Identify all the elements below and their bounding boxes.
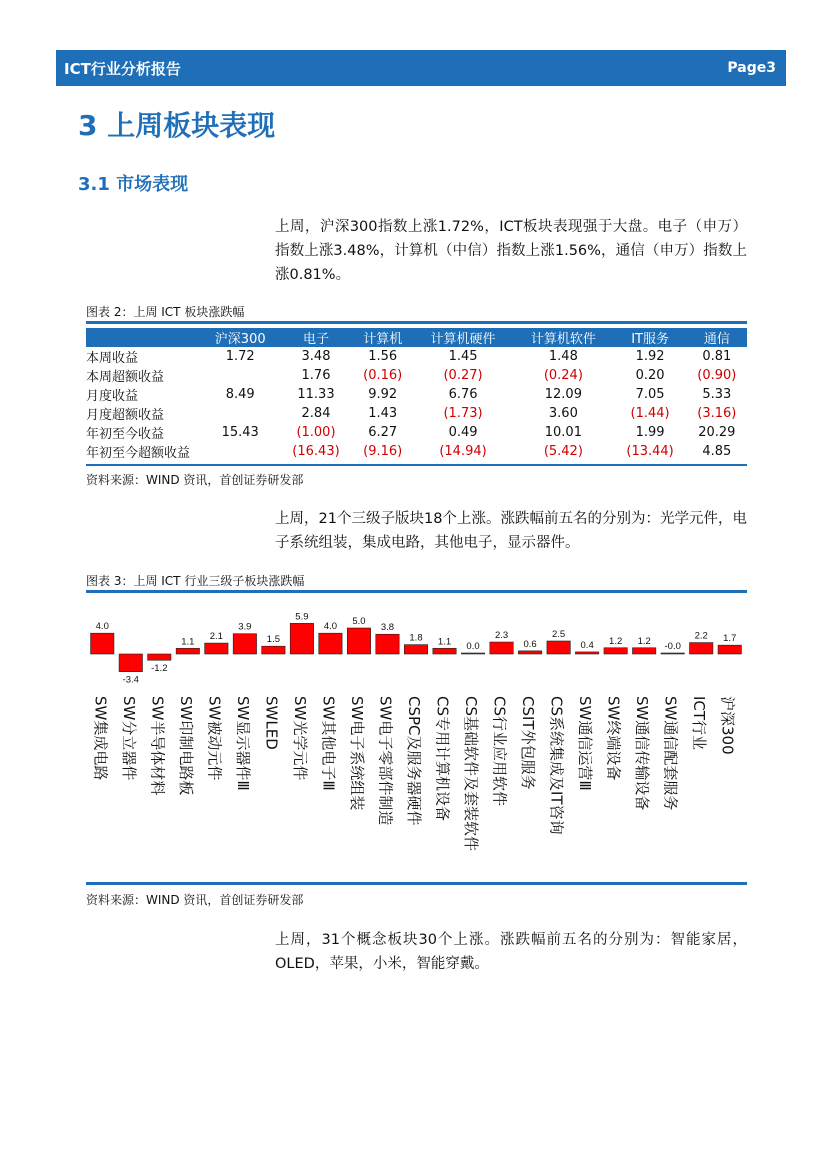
table2-top-rule <box>86 321 747 324</box>
table-header-row <box>86 328 747 347</box>
column-header: 沪深300 <box>201 328 279 347</box>
chart-bar <box>718 645 741 654</box>
chart3-source: 资料来源：WIND 资讯，首创证券研发部 <box>86 893 304 907</box>
table-cell: (1.44) <box>630 406 670 421</box>
table-cell: 1.43 <box>368 406 398 421</box>
chart-value-label: 1.1 <box>437 636 452 648</box>
table-cell: (0.27) <box>443 368 483 383</box>
chart-value-label: 0.6 <box>523 638 537 650</box>
table-cell: (16.43) <box>292 444 340 459</box>
chart-category-label: SW电子系统组装 <box>347 696 366 811</box>
chart-category-label: SW光学元件 <box>290 696 309 781</box>
table2-source: 资料来源：WIND 资讯，首创证券研发部 <box>86 473 304 487</box>
table-cell: 3.48 <box>301 349 331 364</box>
row-label: 年初至今超额收益 <box>86 446 191 461</box>
chart-category-label: SW终端设备 <box>604 696 623 781</box>
chart-bar <box>604 648 627 654</box>
table-cell: (14.94) <box>439 444 487 459</box>
chart-category-label: SW显示器件Ⅲ <box>233 696 252 791</box>
chart-bar <box>575 652 598 654</box>
page-header <box>56 50 786 86</box>
column-header: 电子 <box>279 328 352 347</box>
chart-category-label: SW分立器件 <box>119 696 138 781</box>
table-cell: 5.33 <box>702 387 732 402</box>
chart-bar <box>433 648 456 654</box>
table-cell <box>201 366 279 385</box>
chart-bar <box>518 651 541 654</box>
chart-bar <box>319 633 342 654</box>
chart-category-label: SW电子零部件制造 <box>376 696 395 826</box>
table-cell: 3.60 <box>548 406 578 421</box>
chart-category-label: 沪深300 <box>718 696 737 755</box>
table-cell: 6.76 <box>448 387 478 402</box>
column-header: 计算机 <box>353 328 413 347</box>
table-cell: 6.27 <box>368 425 398 440</box>
chart-value-label: 0.0 <box>466 641 480 652</box>
chart-value-label: 2.5 <box>551 629 566 640</box>
chart-bar <box>290 623 313 654</box>
table-cell: 12.09 <box>544 387 582 402</box>
chart-category-label: ICT行业 <box>690 696 709 751</box>
chart3-bottom-rule <box>86 882 747 885</box>
chart-value-label: 1.5 <box>266 634 281 646</box>
chart-bar <box>661 653 684 654</box>
table-row <box>86 442 747 461</box>
table-cell: (1.73) <box>443 406 483 421</box>
chart-category-label: SW半导体材料 <box>148 696 167 796</box>
row-label: 本周收益 <box>86 351 139 366</box>
row-label: 月度超额收益 <box>86 408 165 423</box>
chart-value-label: 4.0 <box>95 621 109 633</box>
ict-sector-performance-table <box>86 328 747 461</box>
chart-value-label: 1.7 <box>723 633 737 645</box>
table-cell <box>201 442 279 461</box>
chart-category-label: CS基础软件及套装软件 <box>462 696 481 851</box>
row-label: 本周超额收益 <box>86 370 165 385</box>
chart-category-label: SW其他电子Ⅲ <box>319 696 338 791</box>
chart-value-label: -3.4 <box>122 674 139 686</box>
chart-value-label: 5.9 <box>295 611 309 623</box>
chart-category-label: CSIT外包服务 <box>519 696 538 790</box>
chart-category-label: SW印制电路板 <box>176 696 195 796</box>
table-cell: 1.45 <box>448 349 478 364</box>
chart-category-label: SW通信配套服务 <box>661 696 680 811</box>
chart-category-label: SW通信传输设备 <box>633 696 652 811</box>
chart-category-label: SW被动元件 <box>205 696 224 781</box>
chart-bar <box>347 628 370 654</box>
row-label: 月度收益 <box>86 389 139 404</box>
table-cell: (13.44) <box>626 444 674 459</box>
table-cell: (3.16) <box>697 406 737 421</box>
chart3-top-rule <box>86 590 747 593</box>
table-cell: 1.76 <box>301 368 331 383</box>
column-header: IT服务 <box>614 328 687 347</box>
table-cell: 1.56 <box>368 349 398 364</box>
column-header: 计算机软件 <box>513 328 613 347</box>
chart-bar <box>632 648 655 654</box>
table-row <box>86 385 747 404</box>
chart-value-label: 3.8 <box>380 622 395 634</box>
chart-value-label: 0.4 <box>580 639 594 651</box>
subsection-title: 3.1 市场表现 <box>78 174 189 195</box>
chart-category-label: SW集成电路 <box>91 696 110 781</box>
paragraph-concept-summary: 上周，31个概念板块30个上涨。涨跌幅前五名的分别为：智能家居，OLED，苹果，小米，智能穿戴。 <box>275 932 747 972</box>
chart-value-label: 3.9 <box>238 621 252 633</box>
table2-caption: 图表 2：上周 ICT 板块涨跌幅 <box>86 305 245 319</box>
chart-value-label: -1.2 <box>151 663 168 675</box>
table-cell: 20.29 <box>698 425 736 440</box>
chart-value-label: 1.1 <box>181 636 195 648</box>
table-row <box>86 404 747 423</box>
table-row <box>86 347 747 366</box>
chart-bar <box>547 641 570 654</box>
report-title: ICT行业分析报告 <box>64 60 181 78</box>
table-cell <box>201 404 279 423</box>
chart-value-label: -0.0 <box>664 641 681 652</box>
chart-value-label: 2.1 <box>209 631 223 643</box>
table-cell: 9.92 <box>368 387 398 402</box>
chart-category-label: CS专用计算机设备 <box>433 696 452 821</box>
section-title: 3 上周板块表现 <box>78 109 276 142</box>
table-cell: 0.49 <box>448 425 478 440</box>
table-cell: 1.72 <box>225 349 255 364</box>
table-cell: 0.81 <box>702 349 732 364</box>
row-label: 年初至今收益 <box>86 427 165 442</box>
table-cell: (5.42) <box>543 444 583 459</box>
chart-bar <box>376 634 399 654</box>
column-header <box>86 328 201 347</box>
chart-bar <box>119 654 142 672</box>
table-cell: 7.05 <box>635 387 665 402</box>
table-cell: 0.20 <box>635 368 665 383</box>
page-number: Page3 <box>727 60 776 76</box>
table-cell: (9.16) <box>363 444 403 459</box>
chart-category-label: CS行业应用软件 <box>490 696 509 806</box>
chart-value-label: 2.3 <box>494 630 509 642</box>
chart-value-label: 1.8 <box>409 632 423 644</box>
table-cell: (0.16) <box>363 368 403 383</box>
table2-bottom-rule <box>86 464 747 466</box>
chart-value-label: 5.0 <box>352 616 366 627</box>
column-header: 计算机硬件 <box>413 328 513 347</box>
chart-bar <box>690 643 713 654</box>
table-cell: (0.24) <box>543 368 583 383</box>
chart-bar <box>404 645 427 654</box>
chart-category-label: CSPC及服务器硬件 <box>405 696 423 826</box>
chart-value-label: 1.2 <box>609 635 623 647</box>
table-cell: 1.99 <box>635 425 665 440</box>
table-row <box>86 366 747 385</box>
table-cell: 10.01 <box>544 425 582 440</box>
chart-category-label: SWLED <box>262 696 281 750</box>
chart-bar <box>490 642 513 654</box>
table-cell: (0.90) <box>697 368 737 383</box>
column-header: 通信 <box>687 328 747 347</box>
chart-value-label: 4.0 <box>323 621 338 633</box>
paragraph-subsector-summary: 上周，21个三级子版块18个上涨。涨跌幅前五名的分别为：光学元件，电子系统组装，集成电路，其他电子，显示器件。 <box>275 511 747 551</box>
chart-category-label: SW通信运营Ⅲ <box>576 696 595 791</box>
table-cell: (1.00) <box>296 425 336 440</box>
chart-bar <box>461 653 484 654</box>
chart-category-label: CS系统集成及IT咨询 <box>547 696 566 835</box>
paragraph-market-summary: 上周，沪深300指数上涨1.72%，ICT板块表现强于大盘。电子（申万）指数上涨3.48%，计算机（中信）指数上涨1.56%，通信（申万）指数上涨0.81%。 <box>275 219 747 283</box>
chart-bar <box>176 648 199 654</box>
table-cell: 1.92 <box>635 349 665 364</box>
chart-value-label: 2.2 <box>694 630 708 642</box>
subsector-bar-chart <box>86 596 747 880</box>
chart3-caption: 图表 3：上周 ICT 行业三级子板块涨跌幅 <box>86 574 305 588</box>
table-cell: 1.48 <box>548 349 578 364</box>
chart-value-label: 1.2 <box>637 635 651 647</box>
chart-bar <box>233 634 256 654</box>
table-cell: 4.85 <box>702 444 732 459</box>
chart-bar <box>205 643 228 654</box>
table-cell: 2.84 <box>301 406 331 421</box>
table-cell: 15.43 <box>221 425 259 440</box>
chart-bar <box>148 654 171 660</box>
table-cell: 8.49 <box>225 387 255 402</box>
chart-bar <box>262 646 285 654</box>
table-cell: 11.33 <box>297 387 335 402</box>
chart-bar <box>91 633 114 654</box>
table-row <box>86 423 747 442</box>
